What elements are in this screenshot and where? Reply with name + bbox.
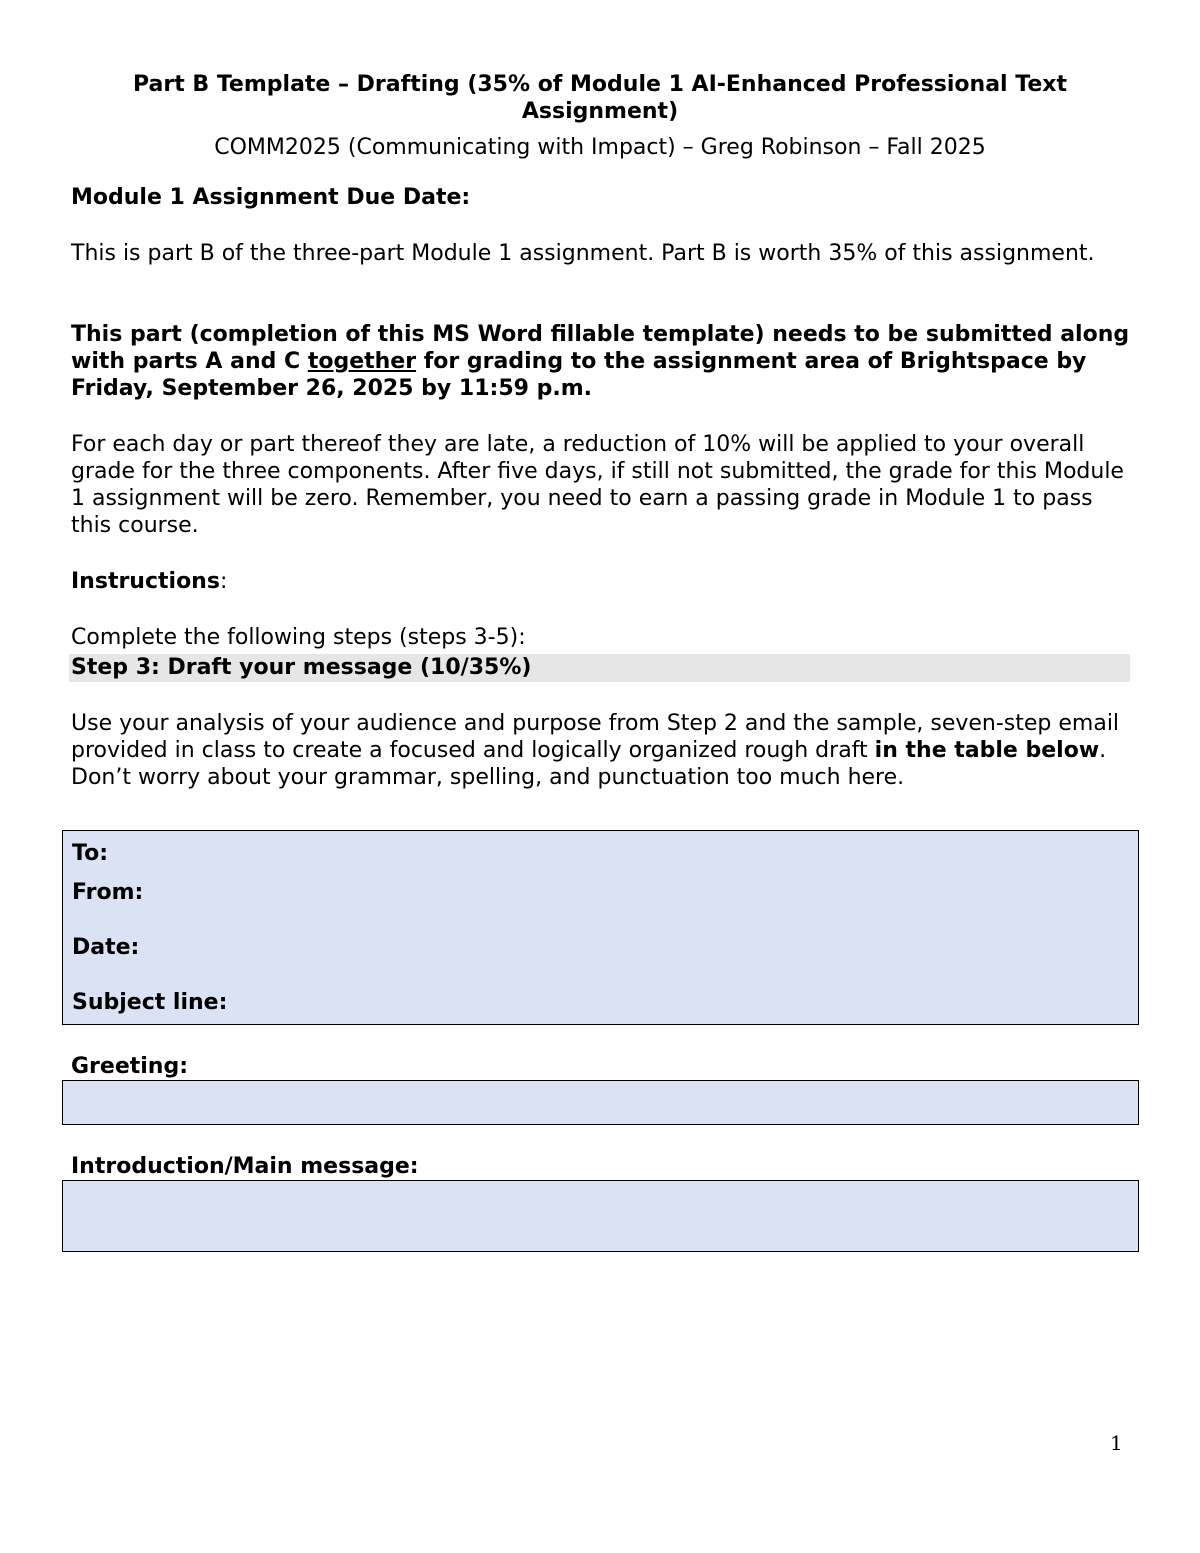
to-field-label: To: [72,841,108,866]
submission-paragraph [71,321,1133,402]
greeting-input-field[interactable] [62,1080,1139,1125]
instructions-colon: : [219,569,228,594]
late-policy-paragraph: For each day or part thereof they are late, a reduction of 10% will be applied to your overall grade for the three components. After five days, if still not submitted, the grade for this Module 1 assignment will be zero. Remember, you need to earn a passing grade in Module 1 to pass this course. [71,432,1124,538]
submission-text-underlined: together [307,349,417,374]
step3-body [71,710,1133,791]
page-number: 1 [1110,1431,1123,1455]
greeting-label: Greeting: [71,1054,189,1079]
intro-main-message-input-field[interactable] [62,1180,1139,1252]
submission-text-before: This part (completion of this MS Word fillable template) needs to be submitted along with parts A and C [71,322,1130,374]
email-header-table[interactable] [62,830,1139,1025]
subject-field-label: Subject line: [72,990,228,1015]
step3-body-before: Use your analysis of your audience and purpose from Step 2 and the sample, seven-step email provided in class to create a focused and logically organized rough draft [71,711,1120,763]
instructions-label: Instructions [71,569,220,594]
document-subtitle: COMM2025 (Communicating with Impact) – Greg Robinson – Fall 2025 [214,135,986,160]
instructions-heading [71,568,1133,595]
due-date-label: Module 1 Assignment Due Date: [71,185,471,210]
intro-paragraph: This is part B of the three-part Module 1 assignment. Part B is worth 35% of this assignment. [71,241,1095,266]
step3-body-after: . Don’t worry about your grammar, spelling, and punctuation too much here. [71,738,1107,790]
date-field-label: Date: [72,935,140,960]
submission-text-after: for grading to the assignment area of Brightspace by Friday, September 26, 2025 by 11:59 p.m. [71,349,1087,401]
steps-intro: Complete the following steps (steps 3-5): [71,625,526,650]
from-field-label: From: [72,880,144,905]
document-title: Part B Template – Drafting (35% of Module 1 AI-Enhanced Professional Text Assignment) [133,72,1067,124]
intro-main-message-label: Introduction/Main message: [71,1154,419,1179]
step3-body-bold: in the table below [874,738,1100,763]
step3-heading: Step 3: Draft your message (10/35%) [69,654,1130,682]
